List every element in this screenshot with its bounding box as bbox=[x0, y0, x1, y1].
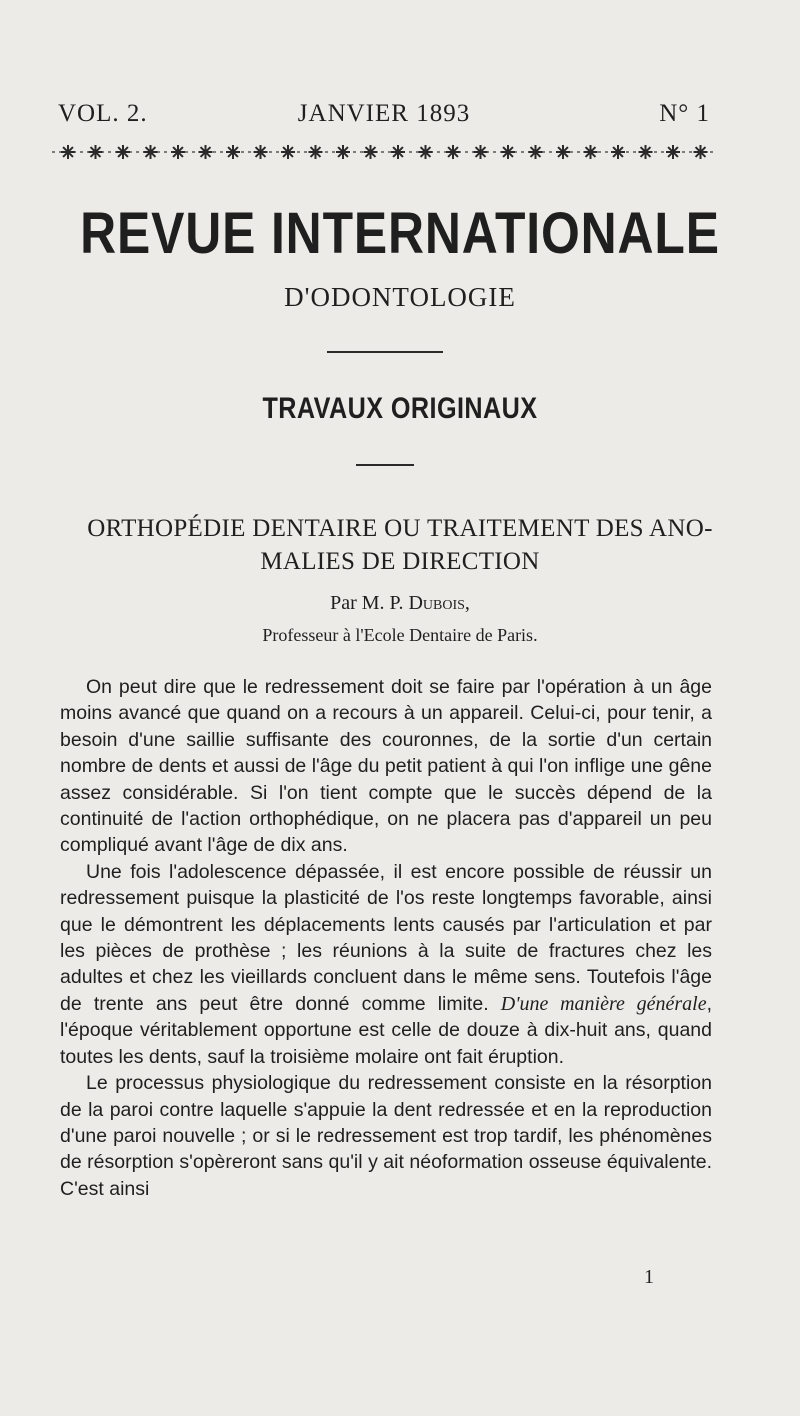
star-icon bbox=[336, 145, 350, 159]
star-icon bbox=[474, 145, 488, 159]
volume-label: VOL. 2. bbox=[58, 100, 148, 127]
article-body bbox=[60, 674, 712, 1202]
author-name: Dubois, bbox=[408, 592, 470, 614]
paragraph bbox=[60, 859, 712, 1070]
article-title-line: MALIES DE DIRECTION bbox=[260, 548, 540, 575]
star-icon bbox=[61, 145, 75, 159]
section-title: TRAVAUX ORIGINAUX bbox=[262, 392, 538, 425]
star-icon bbox=[501, 145, 515, 159]
byline-prefix: Par M. P. bbox=[330, 592, 409, 614]
article-title bbox=[40, 512, 760, 578]
star-icon bbox=[639, 145, 653, 159]
italic-phrase: D'une manière générale bbox=[500, 992, 707, 1015]
running-header bbox=[58, 100, 710, 134]
star-icon bbox=[144, 145, 158, 159]
issue-number: N° 1 bbox=[659, 100, 710, 127]
star-icon bbox=[254, 145, 268, 159]
star-icon bbox=[694, 145, 708, 159]
author-affiliation: Professeur à l'Ecole Dentaire de Paris. bbox=[262, 625, 538, 645]
star-icon bbox=[171, 145, 185, 159]
star-icon bbox=[666, 145, 680, 159]
masthead-rule bbox=[327, 351, 443, 353]
section-rule bbox=[356, 464, 414, 466]
star-icon bbox=[446, 145, 460, 159]
star-icon bbox=[309, 145, 323, 159]
journal-title: REVUE INTERNATIONALE bbox=[80, 201, 720, 266]
byline bbox=[0, 592, 800, 615]
paragraph-text: , l'époque véritablement opportune est celle de douze à dix-huit ans, quand toutes les dents, sauf la troisième molaire ont fait éruption. bbox=[60, 992, 712, 1068]
star-ornament-divider bbox=[52, 140, 716, 164]
star-icon bbox=[584, 145, 598, 159]
star-icon bbox=[89, 145, 103, 159]
issue-date: JANVIER 1893 bbox=[297, 100, 471, 127]
star-icon bbox=[116, 145, 130, 159]
star-icon bbox=[281, 145, 295, 159]
star-icon bbox=[419, 145, 433, 159]
star-icon bbox=[199, 145, 213, 159]
star-icon bbox=[391, 145, 405, 159]
page-folio: 1 bbox=[644, 1266, 654, 1288]
article-title-line: ORTHOPÉDIE DENTAIRE OU TRAITEMENT DES ANO- bbox=[87, 515, 713, 542]
star-icon bbox=[556, 145, 570, 159]
journal-subtitle: D'ODONTOLOGIE bbox=[284, 282, 516, 312]
star-icon bbox=[529, 145, 543, 159]
star-icon bbox=[611, 145, 625, 159]
paragraph: Le processus physiologique du redressement consiste en la résorption de la paroi contre laquelle s'appuie la dent redressée et en la reproduction d'une paroi nouvelle ; or si le redressement est trop tardif, les phénomènes de résorption s'opèreront sans qu'il y ait néoformation osseuse équivalente. C'est ainsi bbox=[60, 1072, 712, 1200]
paragraph-text: Une fois l'adolescence dépassée, il est encore possible de réussir un redressement puisque la plasticité de l'os reste longtemps favorable, ainsi que le démontrent les déplacements lents causés par l'articulation et par les pièces de prothèse ; les réunions à la suite de fractures chez les adultes et chez les vieillards concluent dans le même sens. Toutefois l'âge de trente ans peut être donné comme limite. bbox=[60, 860, 712, 1015]
star-icon bbox=[364, 145, 378, 159]
star-icon bbox=[226, 145, 240, 159]
paragraph: On peut dire que le redressement doit se faire par l'opération à un âge moins avancé que quand on a recours à un appareil. Celui-ci, pour tenir, a besoin d'une saillie suffisante des couronnes, de la sortie d'un certain nombre de dents et aussi de l'âge du petit patient à qui l'on inflige une gêne assez considérable. Si l'on tient compte que le succès dépend de la continuité de l'action orthophédique, on ne placera pas d'appareil un peu compliqué avant l'âge de dix ans. bbox=[60, 676, 712, 857]
